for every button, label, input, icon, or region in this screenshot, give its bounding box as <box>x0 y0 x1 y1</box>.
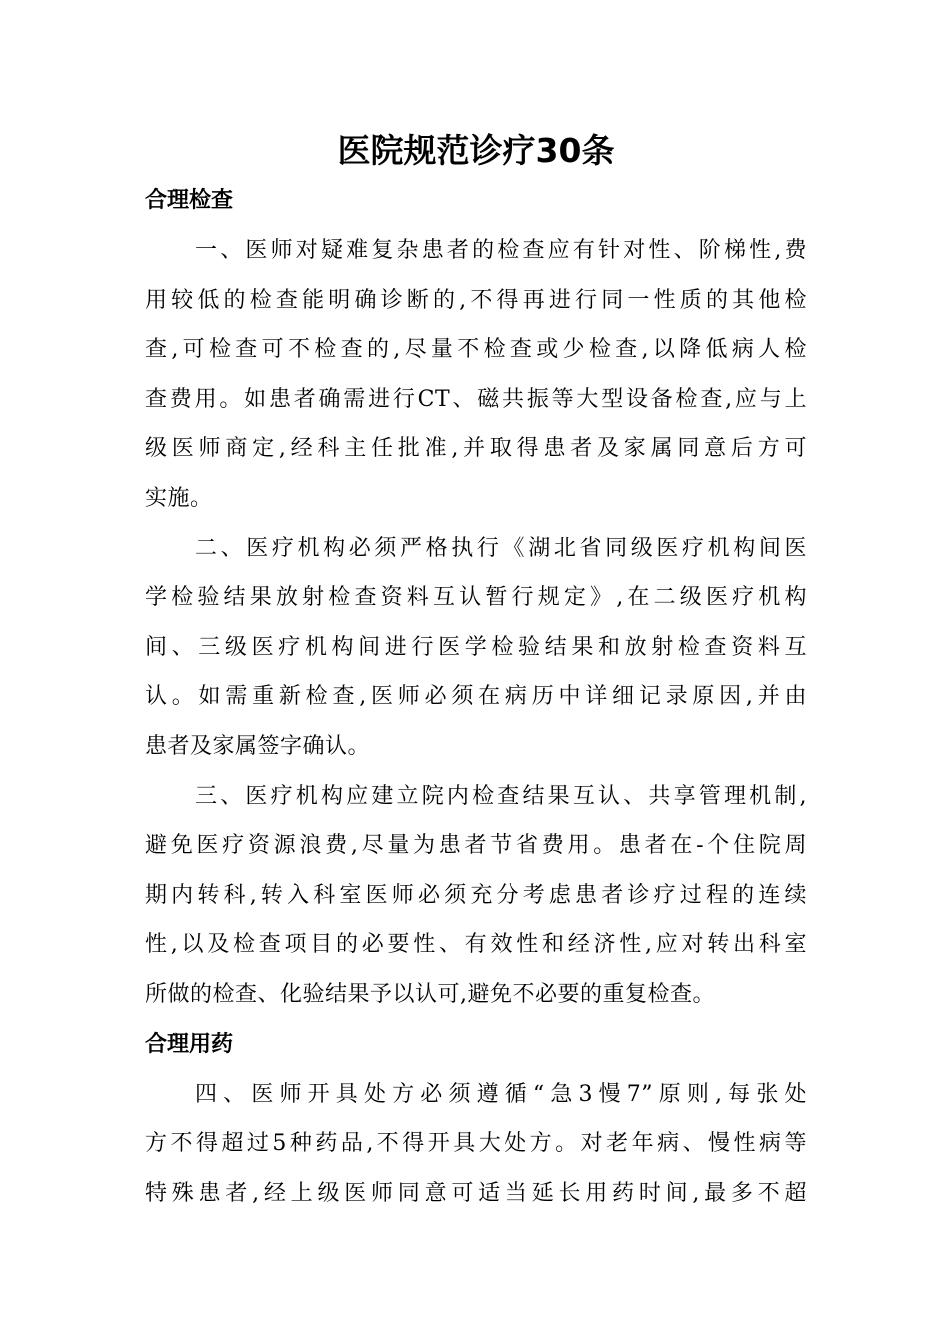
paragraph-article-4 <box>145 1070 807 1219</box>
text-line: 实施。 <box>145 485 213 511</box>
paragraph-article-3 <box>145 772 807 1020</box>
text-line: 用较低的检查能明确诊断的,不得再进行同一性质的其他检 <box>145 287 807 313</box>
text-line: 特殊患者,经上级医师同意可适当延长用药时间,最多不超 <box>145 1180 807 1206</box>
text-line: 二、医疗机构必须严格执行《湖北省同级医疗机构间医 <box>195 535 807 561</box>
text-line: 患者及家属签字确认。 <box>145 733 371 759</box>
text-line: 性,以及检查项目的必要性、有效性和经济性,应对转出科室 <box>145 932 807 958</box>
text-line: 学检验结果放射检查资料互认暂行规定》,在二级医疗机构 <box>145 585 807 611</box>
text-line: 一、医师对疑难复杂患者的检查应有针对性、阶梯性,费 <box>195 238 807 263</box>
section-reasonable-medication <box>145 1020 807 1219</box>
text-line: 查费用。如患者确需进行CT、磁共振等大型设备检查,应与上 <box>145 386 807 412</box>
text-line: 认。如需重新检查,医师必须在病历中详细记录原因,并由 <box>145 684 807 710</box>
document-content <box>145 126 807 1218</box>
document-title: 医院规范诊疗30条 <box>337 131 615 170</box>
text-line: 查,可检查可不检查的,尽量不检查或少检查,以降低病人检 <box>145 337 807 363</box>
paragraph-article-1 <box>145 226 807 524</box>
paragraph-article-2 <box>145 524 807 772</box>
section-heading: 合理检查 <box>145 188 234 213</box>
text-line: 所做的检查、化验结果予以认可,避免不必要的重复检查。 <box>145 981 715 1007</box>
text-line: 避免医疗资源浪费,尽量为患者节省费用。患者在-个住院周 <box>145 833 807 859</box>
text-line: 期内转科,转入科室医师必须充分考虑患者诊疗过程的连续 <box>145 882 807 908</box>
text-line: 级医师商定,经科主任批准,并取得患者及家属同意后方可 <box>145 436 807 462</box>
section-reasonable-examination <box>145 176 807 1020</box>
text-line: 三、医疗机构应建立院内检查结果互认、共享管理机制, <box>195 783 807 809</box>
text-line: 间、三级医疗机构间进行医学检验结果和放射检查资料互 <box>145 634 807 660</box>
text-line: 四、医师开具处方必须遵循“急3慢7”原则,每张处 <box>195 1081 807 1107</box>
text-line: 方不得超过5种药品,不得开具大处方。对老年病、慢性病等 <box>145 1131 807 1157</box>
section-heading: 合理用药 <box>145 1031 234 1057</box>
